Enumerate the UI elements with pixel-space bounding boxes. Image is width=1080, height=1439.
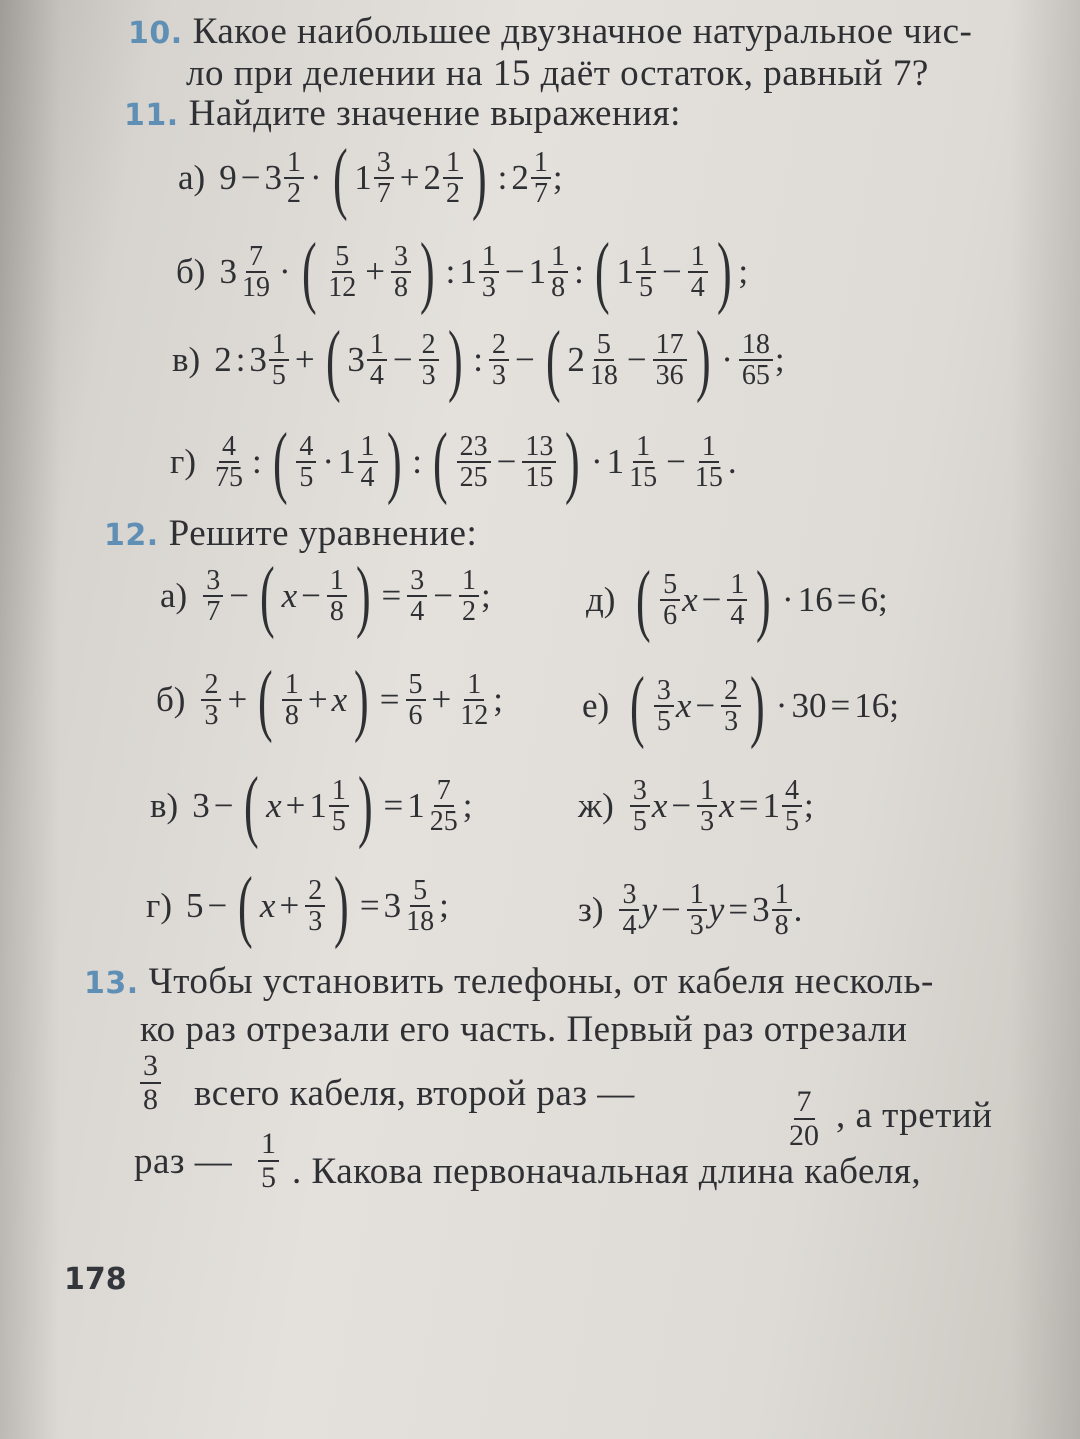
- fraction-three-eighths: $\frac{3}{8}$: [138, 1050, 163, 1115]
- problem-number: 10.: [128, 16, 183, 51]
- problem-10-line-1: [128, 10, 972, 53]
- item-label: г): [170, 442, 197, 481]
- equation-12g: г) 5 − ( x + $\frac{2}{3}$ ) = 3 $\frac{5}{18}$ ;: [146, 862, 449, 950]
- problem-13-line-3-end: , а третий: [836, 1095, 993, 1136]
- item-label: а): [160, 576, 188, 615]
- fraction-one-fifth: $\frac{1}{5}$: [256, 1128, 281, 1193]
- expression-11v: в) 2 : 3 $\frac{1}{5}$ + ( 3 $\frac{1}{4}$ − $\frac{2}{3}$ ) : $\frac{2}{3}$ − ( 2 $\frac{5}{18}$ − $\frac{17}{36}$ ) · $\frac{18}{65}$ ;: [172, 316, 785, 404]
- expression-11b: б) 3 $\frac{7}{19}$ · ( $\frac{5}{12}$ + $\frac{3}{8}$ ) : 1 $\frac{1}{3}$ − 1 $\frac{1}{8}$ : ( 1 $\frac{1}{5}$ − $\frac{1}{4}$ ) ;: [176, 228, 749, 316]
- problem-number: 13.: [84, 966, 139, 1001]
- problem-text: Чтобы установить телефоны, от кабеля несколь-: [148, 961, 934, 1002]
- equation-12b: б) $\frac{2}{3}$ + ( $\frac{1}{8}$ + x ) = $\frac{5}{6}$ + $\frac{1}{12}$ ;: [156, 656, 504, 744]
- problem-text: Решите уравнение:: [168, 513, 478, 554]
- problem-13-line-4: раз —: [134, 1141, 233, 1182]
- fraction-seven-twentieths: $\frac{7}{20}$: [789, 1085, 819, 1152]
- item-label: д): [586, 580, 616, 619]
- problem-text: Какое наибольшее двузначное натуральное чис-: [192, 11, 973, 52]
- problem-number: 11.: [124, 98, 179, 133]
- expression-11a: а) 9 − 3 $\frac{1}{2}$ · ( 1 $\frac{3}{7}$ + 2 $\frac{1}{2}$ ) : 2 $\frac{1}{7}$ ;: [178, 134, 563, 222]
- problem-13-line-3: всего кабеля, второй раз —: [194, 1073, 635, 1114]
- item-label: в): [172, 340, 201, 379]
- problem-10-line-2: ло при делении на 15 даёт остаток, равный 7?: [186, 53, 929, 94]
- item-label: г): [146, 886, 173, 925]
- item-label: ж): [578, 786, 614, 826]
- problem-11-title: [124, 92, 681, 135]
- problem-number: 12.: [104, 518, 159, 553]
- equation-12v: в) 3 − ( x + 1 $\frac{1}{5}$ ) = 1 $\frac{7}{25}$ ;: [150, 762, 473, 850]
- expression-11g: г) $\frac{4}{75}$ : ( $\frac{4}{5}$ · 1 $\frac{1}{4}$ ) : ( $\frac{23}{25}$ − $\frac{13}{15}$ ) · 1 $\frac{1}{15}$ − $\frac{1}{15}$ .: [170, 418, 737, 506]
- problem-text: Найдите значение выражения:: [188, 93, 681, 134]
- item-label: з): [578, 890, 604, 930]
- equation-12z: з) $\frac{3}{4}$ y − $\frac{1}{3}$ y = 3 $\frac{1}{8}$ .: [578, 879, 803, 942]
- problem-13-line-1: [84, 960, 934, 1003]
- equation-12zh: ж) $\frac{3}{5}$ x − $\frac{1}{3}$ x = 1 $\frac{4}{5}$ ;: [578, 775, 814, 838]
- equation-12e: е) ( $\frac{3}{5}$ x − $\frac{2}{3}$ ) · 30 = 16;: [582, 662, 899, 750]
- item-label: е): [582, 686, 610, 725]
- problem-12-title: [104, 512, 477, 555]
- problem-13-line-4-end: . Какова первоначальная длина кабеля,: [292, 1151, 922, 1192]
- item-label: а): [178, 158, 206, 197]
- item-label: в): [150, 786, 179, 825]
- problem-13-line-2: ко раз отрезали его часть. Первый раз отрезали: [140, 1009, 908, 1050]
- page-gutter-shadow: [0, 0, 60, 1439]
- page-edge-shadow: [1010, 0, 1080, 1439]
- page-number: 178: [64, 1262, 127, 1297]
- equation-12a: а) $\frac{3}{7}$ − ( x − $\frac{1}{8}$ ) = $\frac{3}{4}$ − $\frac{1}{2}$ ;: [160, 552, 491, 640]
- equation-12d: д) ( $\frac{5}{6}$ x − $\frac{1}{4}$ ) · 16 = 6;: [586, 556, 888, 644]
- item-label: б): [156, 680, 186, 719]
- item-label: б): [176, 252, 206, 291]
